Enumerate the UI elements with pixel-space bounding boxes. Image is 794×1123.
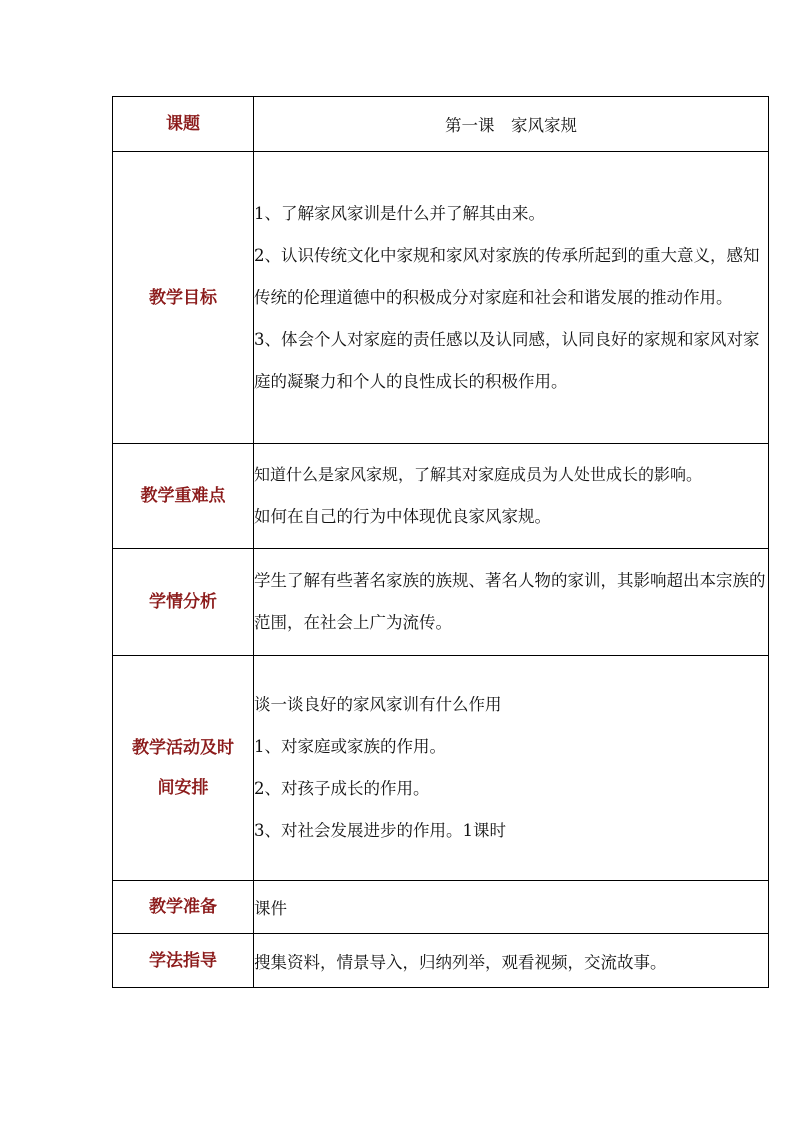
- row-key-points: [113, 444, 769, 549]
- objective-item: 2、认识传统文化中家规和家风对家族的传承所起到的重大意义，感知传统的伦理道德中的积极成分对家庭和社会和谐发展的推动作用。: [254, 245, 760, 307]
- lesson-title: 第一课 家风家规: [254, 97, 769, 152]
- activities-content: [254, 656, 769, 881]
- objective-item: 3、体会个人对家庭的责任感以及认同感，认同良好的家规和家风对家庭的凝聚力和个人的良性成长的积极作用。: [254, 329, 760, 391]
- key-point-item: 知道什么是家风家规，了解其对家庭成员为人处世成长的影响。: [254, 465, 703, 484]
- row-analysis: [113, 549, 769, 656]
- label-method: 学法指导: [113, 934, 254, 988]
- key-point-item: 如何在自己的行为中体现优良家风家规。: [254, 507, 551, 526]
- label-objectives: 教学目标: [113, 152, 254, 444]
- row-activities: [113, 656, 769, 881]
- analysis-content: [254, 549, 769, 656]
- lesson-plan-table: [112, 96, 769, 988]
- objective-item: 1、了解家风家训是什么并了解其由来。: [254, 203, 545, 223]
- objectives-content: [254, 152, 769, 444]
- row-objectives: [113, 152, 769, 444]
- row-method: [113, 934, 769, 988]
- activity-item: 2、对孩子成长的作用。: [254, 779, 430, 798]
- activity-item: 谈一谈良好的家风家训有什么作用: [254, 695, 502, 714]
- label-activities-line2: 间安排: [157, 778, 209, 798]
- method-content: 搜集资料，情景导入，归纳列举，观看视频，交流故事。: [254, 934, 769, 988]
- activity-item: 1、对家庭或家族的作用。: [254, 737, 446, 756]
- label-analysis: 学情分析: [113, 549, 254, 656]
- activity-item: 3、对社会发展进步的作用。1课时: [254, 821, 506, 840]
- label-key-points: 教学重难点: [113, 444, 254, 549]
- label-title: 课题: [113, 97, 254, 152]
- key-points-content: [254, 444, 769, 549]
- row-title: [113, 97, 769, 152]
- label-preparation: 教学准备: [113, 881, 254, 934]
- label-activities-line1: 教学活动及时: [132, 738, 234, 758]
- label-activities: [113, 656, 254, 881]
- preparation-content: 课件: [254, 881, 769, 934]
- analysis-text: 学生了解有些著名家族的族规、著名人物的家训，其影响超出本宗族的范围，在社会上广为流传。: [254, 571, 766, 632]
- row-preparation: [113, 881, 769, 934]
